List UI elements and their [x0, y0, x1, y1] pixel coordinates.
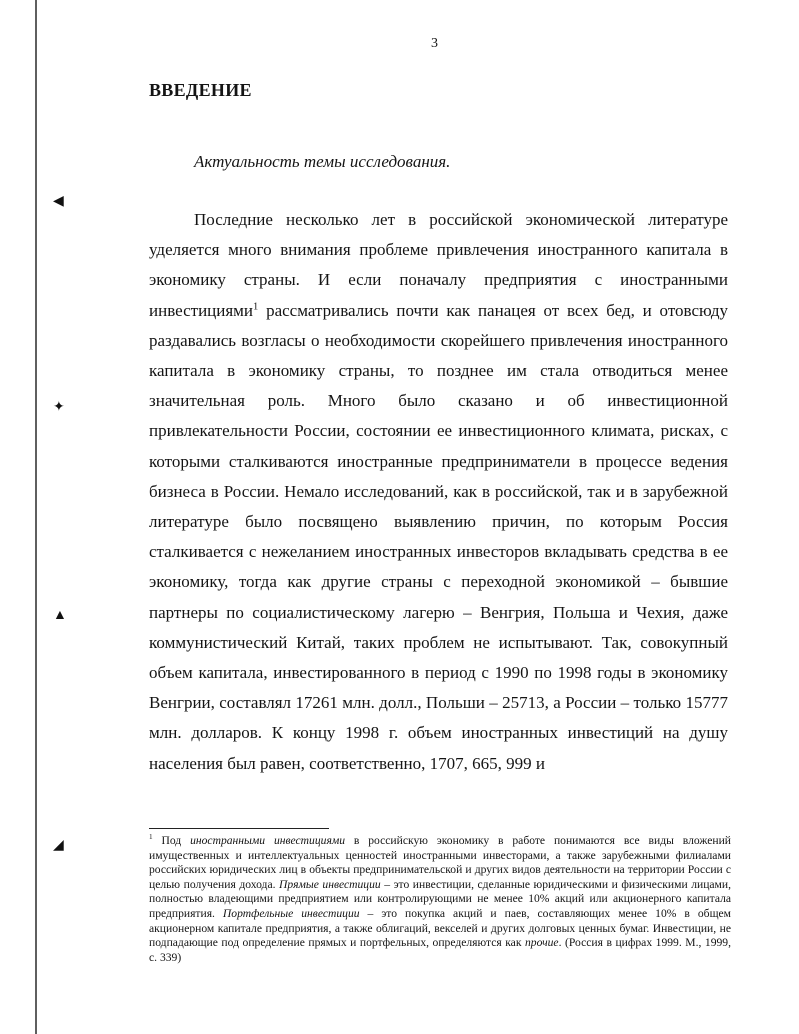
- page-number: 3: [431, 36, 438, 51]
- footnote-reference: 1: [253, 300, 259, 312]
- footnote-term: Портфельные инвестиции: [222, 906, 360, 920]
- margin-mark-icon: ◢: [53, 838, 64, 853]
- footnote-term: Прямые инвестиции: [279, 877, 381, 891]
- footnote-term: прочие: [525, 936, 559, 950]
- body-text-part-1: Последние несколько лет в российской экономической литературе уделяется много внимания проблеме привлечения иностранного капитала в экономику страны. И если поначалу предприятия с иностранными инвестициями: [149, 210, 728, 320]
- footnote: [149, 834, 731, 965]
- body-text-part-2: рассматривались почти как панацея от всех бед, и отовсюду раздавались возгласы о необходимости скорейшего привлечения иностранного капитала в экономику страны, то позднее им стала отводиться менее значительная роль. Много было сказано и об инвестиционной привлекательности России, состоянии ее инвестиционного климата, рисках, с которыми сталкиваются иностранные предприниматели в процессе ведения бизнеса в России. Немало исследований, как в российской, так и в зарубежной литературе было посвящено выявлению причин, по которым Россия сталкивается с нежеланием иностранных инвесторов вкладывать средства в ее экономику, тогда как другие страны с переходной экономикой – бывшие партнеры по социалистическому лагерю – Венгрия, Польша и Чехия, даже коммунистический Китай, таких проблем не испытывают. Так, совокупный объем капитала, инвестированного в период с 1990 по 1998 годы в экономику Венгрии, составлял 17261 млн. долл., Польши – 25713, а России – только 15777 млн. долларов. К концу 1998 г. объем иностранных инвестиций на душу населения был равен, соответственно, 1707, 665, 999 и: [149, 300, 728, 773]
- margin-mark-icon: ✦: [53, 400, 65, 415]
- margin-mark-icon: ◀: [53, 194, 64, 209]
- footnote-text: – это инвестиции, сделанные юридическими и физическими лицами, полностью владеющими предприятием или контролирующими не менее 10% акций или акционерного капитала предприятия.: [149, 877, 732, 920]
- body-paragraph: [149, 205, 728, 779]
- footnote-divider: [149, 828, 329, 829]
- scan-binding-line: [35, 0, 37, 1034]
- footnote-text: в российскую экономику в работе понимаются все виды вложений имущественных и интеллектуальных ценностей иностранными инвесторами, а также зарубежными филиалами российских юридических лиц в объекты предпринимательской и других видов деятельности на территории России с целью получения дохода.: [149, 834, 731, 891]
- section-subtitle: Актуальность темы исследования.: [194, 152, 451, 171]
- footnote-text: Под: [152, 834, 191, 847]
- footnote-number: 1: [149, 833, 153, 842]
- footnote-text: – это покупка акций и паев, составляющих менее 10% в общем акционерном капитале предприятия, а также облигаций, векселей и других долговых ценных бумаг. Инвестиции, не подпадающие под определение прямых и портфельных, определяются как: [149, 906, 731, 950]
- margin-mark-icon: ▲: [53, 608, 67, 623]
- section-heading: ВВЕДЕНИЕ: [149, 80, 252, 100]
- footnote-text: . (Россия в цифрах 1999. М., 1999, с. 339): [149, 936, 731, 964]
- footnote-term: иностранными инвестициями: [190, 834, 346, 847]
